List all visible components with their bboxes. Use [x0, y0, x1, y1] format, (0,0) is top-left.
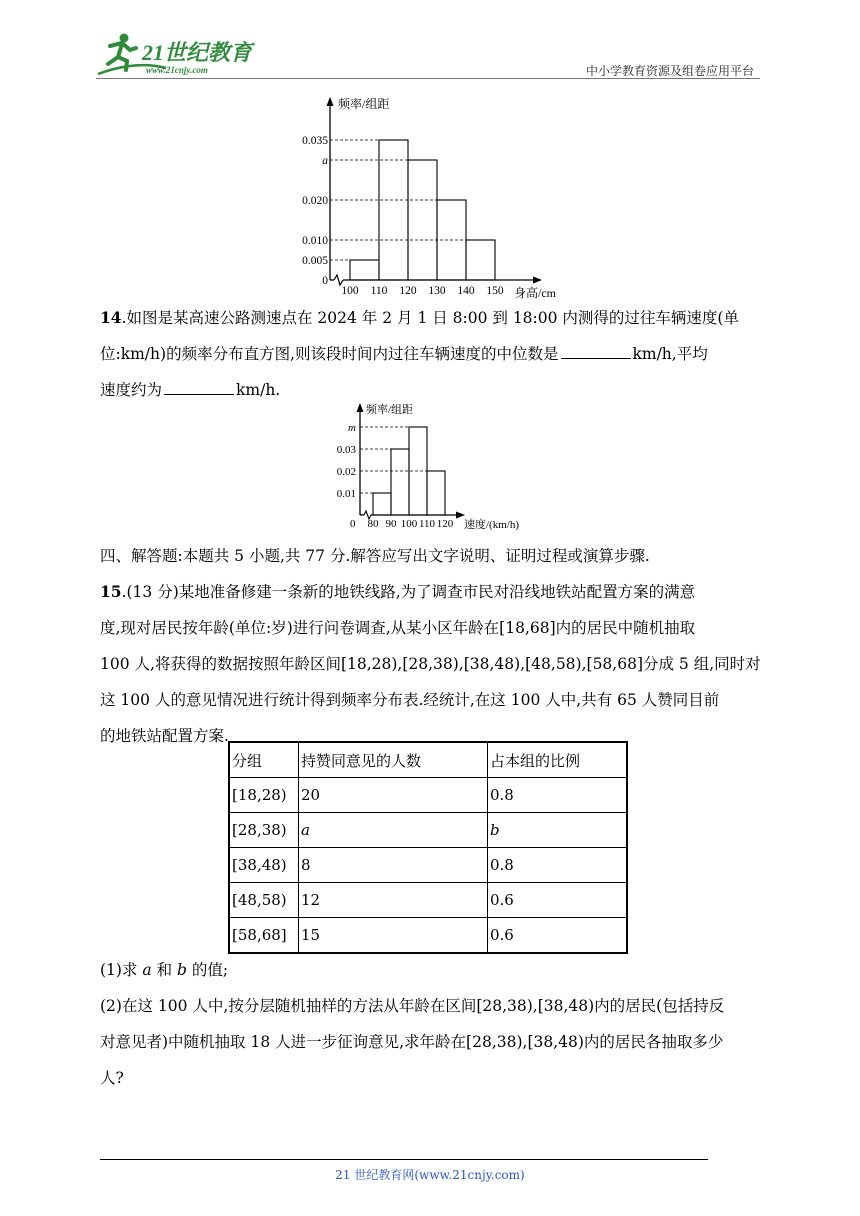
chart1-bars [350, 140, 495, 280]
q15-line4: 这 100 人的意见情况进行统计得到频率分布表.经统计,在这 100 人中,共有 65 人赞同目前 [100, 691, 720, 709]
table-row [229, 848, 627, 883]
q14-line2b: km/h,平均 [632, 345, 708, 363]
q15-number: 15 [100, 582, 122, 601]
q14-line3a: 速度约为 [100, 381, 163, 399]
y-tick-label: 0 [322, 275, 328, 287]
x-tick-label: 90 [385, 518, 397, 530]
chart2-y-axis-label: 频率/组距 [366, 404, 414, 416]
y-tick-label: 0.01 [336, 488, 356, 500]
y-tick-label: 0.02 [336, 466, 356, 478]
table-cell: a [299, 813, 488, 848]
survey-table [228, 741, 628, 954]
page-header [96, 30, 760, 80]
section-4-heading: 四、解答题:本题共 5 小题,共 77 分.解答应写出文字说明、证明过程或演算步骤. [100, 547, 650, 565]
x-tick-label: 100 [400, 518, 418, 530]
question-15 [100, 574, 772, 754]
q15-line1: .(13 分)某地准备修建一条新的地铁线路,为了调查市民对沿线地铁站配置方案的满意 [121, 583, 696, 601]
median-answer-blank[interactable] [561, 344, 631, 359]
logo-text: 21世纪教育 [142, 40, 253, 65]
sub1-text-c: 的值; [186, 961, 229, 979]
table-row [229, 918, 627, 954]
histogram-bar [391, 449, 409, 515]
chart1-axes [327, 97, 543, 285]
logo-url: www.21cnjy.com [146, 65, 208, 75]
q15-line5: 的地铁站配置方案. [100, 727, 229, 745]
table-cell: 12 [299, 883, 488, 918]
table-cell: 0.6 [488, 918, 628, 954]
histogram-bar [373, 493, 391, 515]
header-divider [96, 78, 760, 79]
chart2-gridlines [360, 427, 427, 493]
q15-sub1 [100, 952, 772, 988]
mean-answer-blank[interactable] [164, 380, 234, 395]
q14-line1: .如图是某高速公路测速点在 2024 年 2 月 1 日 8:00 到 18:00 内测得的过往车辆速度(单 [121, 309, 739, 327]
table-cell: 0.6 [488, 883, 628, 918]
table-row [229, 778, 627, 813]
x-tick-label: 130 [428, 285, 446, 297]
histogram-bar [466, 240, 495, 280]
x-tick-label: 110 [370, 285, 388, 297]
histogram-bar [408, 160, 437, 280]
sub1-var-a: a [142, 961, 152, 979]
chart1-x-tick-labels [341, 285, 504, 297]
question-14 [100, 300, 772, 408]
table-header-cell: 占本组的比例 [488, 742, 628, 778]
table-cell: [28,38) [229, 813, 299, 848]
table-cell: [18,28) [229, 778, 299, 813]
table-cell: [38,48) [229, 848, 299, 883]
x-tick-label: 150 [486, 285, 504, 297]
table-cell: b [488, 813, 628, 848]
sub1-var-b: b [177, 961, 187, 979]
table-cell: 8 [299, 848, 488, 883]
chart2-y-tick-labels [337, 422, 357, 500]
table-row [229, 883, 627, 918]
table-row [229, 813, 627, 848]
chart2-x-tick-labels [368, 518, 454, 530]
y-tick-label: 0.010 [302, 235, 328, 247]
chart2-x-axis-label: 速度/(km/h) [464, 519, 519, 531]
table-cell: 20 [299, 778, 488, 813]
table-cell: [58,68] [229, 918, 299, 954]
chart2-bars [373, 427, 445, 515]
q15-sub2-line1: (2)在这 100 人中,按分层随机抽样的方法从年龄在区间[28,38),[38,48)内的居民(包括持反 [100, 997, 725, 1015]
speed-histogram [320, 398, 550, 536]
logo [96, 30, 266, 78]
q15-line2: 度,现对居民按年龄(单位:岁)进行问卷调查,从某小区年龄在[18,68]内的居民中随机抽取 [100, 619, 696, 637]
histogram-bar [379, 140, 408, 280]
chart1-y-axis-label: 频率/组距 [338, 97, 390, 111]
sub1-text-b: 和 [151, 961, 177, 979]
q15-line3: 100 人,将获得的数据按照年龄区间[18,28),[28,38),[38,48),[48,58),[58,68]分成 5 组,同时对 [100, 655, 761, 673]
histogram-bar [350, 260, 379, 280]
x-tick-label: 100 [341, 285, 359, 297]
table-cell: [48,58) [229, 883, 299, 918]
q15-subquestions [100, 952, 772, 1096]
x-tick-label: 80 [367, 518, 379, 530]
platform-name: 中小学教育资源及组卷应用平台 [585, 64, 754, 78]
height-histogram [270, 92, 580, 300]
y-tick-label: m [348, 422, 356, 434]
x-tick-label: 120 [399, 285, 417, 297]
q15-sub2-line2: 对意见者)中随机抽取 18 人进一步征询意见,求年龄在[28,38),[38,48)内的居民各抽取多少 [100, 1033, 724, 1051]
y-tick-label: 0.005 [302, 255, 328, 267]
footer-divider [100, 1159, 708, 1160]
x-tick-label: 110 [418, 518, 436, 530]
chart1-y-tick-labels [302, 135, 328, 287]
chart1-x-axis-label: 身高/cm [514, 286, 556, 300]
y-tick-label: 0.020 [302, 195, 328, 207]
x-tick-label: 120 [436, 518, 454, 530]
page-footer: 21 世纪教育网(www.21cnjy.com) [335, 1168, 525, 1182]
q15-sub2-line3: 人? [100, 1069, 124, 1087]
table-header-cell: 持赞同意见的人数 [299, 742, 488, 778]
y-tick-label: a [322, 155, 328, 167]
y-tick-label: 0.03 [336, 444, 356, 456]
table-cell: 15 [299, 918, 488, 954]
sub1-text-a: (1)求 [100, 961, 143, 979]
histogram-bar [427, 471, 445, 515]
q14-line2a: 位:km/h)的频率分布直方图,则该段时间内过往车辆速度的中位数是 [100, 345, 559, 363]
chart2-origin-label: 0 [350, 518, 356, 530]
table-header-cell: 分组 [229, 742, 299, 778]
q14-line3b: km/h. [236, 381, 281, 399]
table-header-row [229, 742, 627, 778]
q14-number: 14 [100, 308, 122, 327]
y-tick-label: 0.035 [302, 135, 328, 147]
x-tick-label: 140 [457, 285, 475, 297]
table-cell: 0.8 [488, 778, 628, 813]
table-cell: 0.8 [488, 848, 628, 883]
